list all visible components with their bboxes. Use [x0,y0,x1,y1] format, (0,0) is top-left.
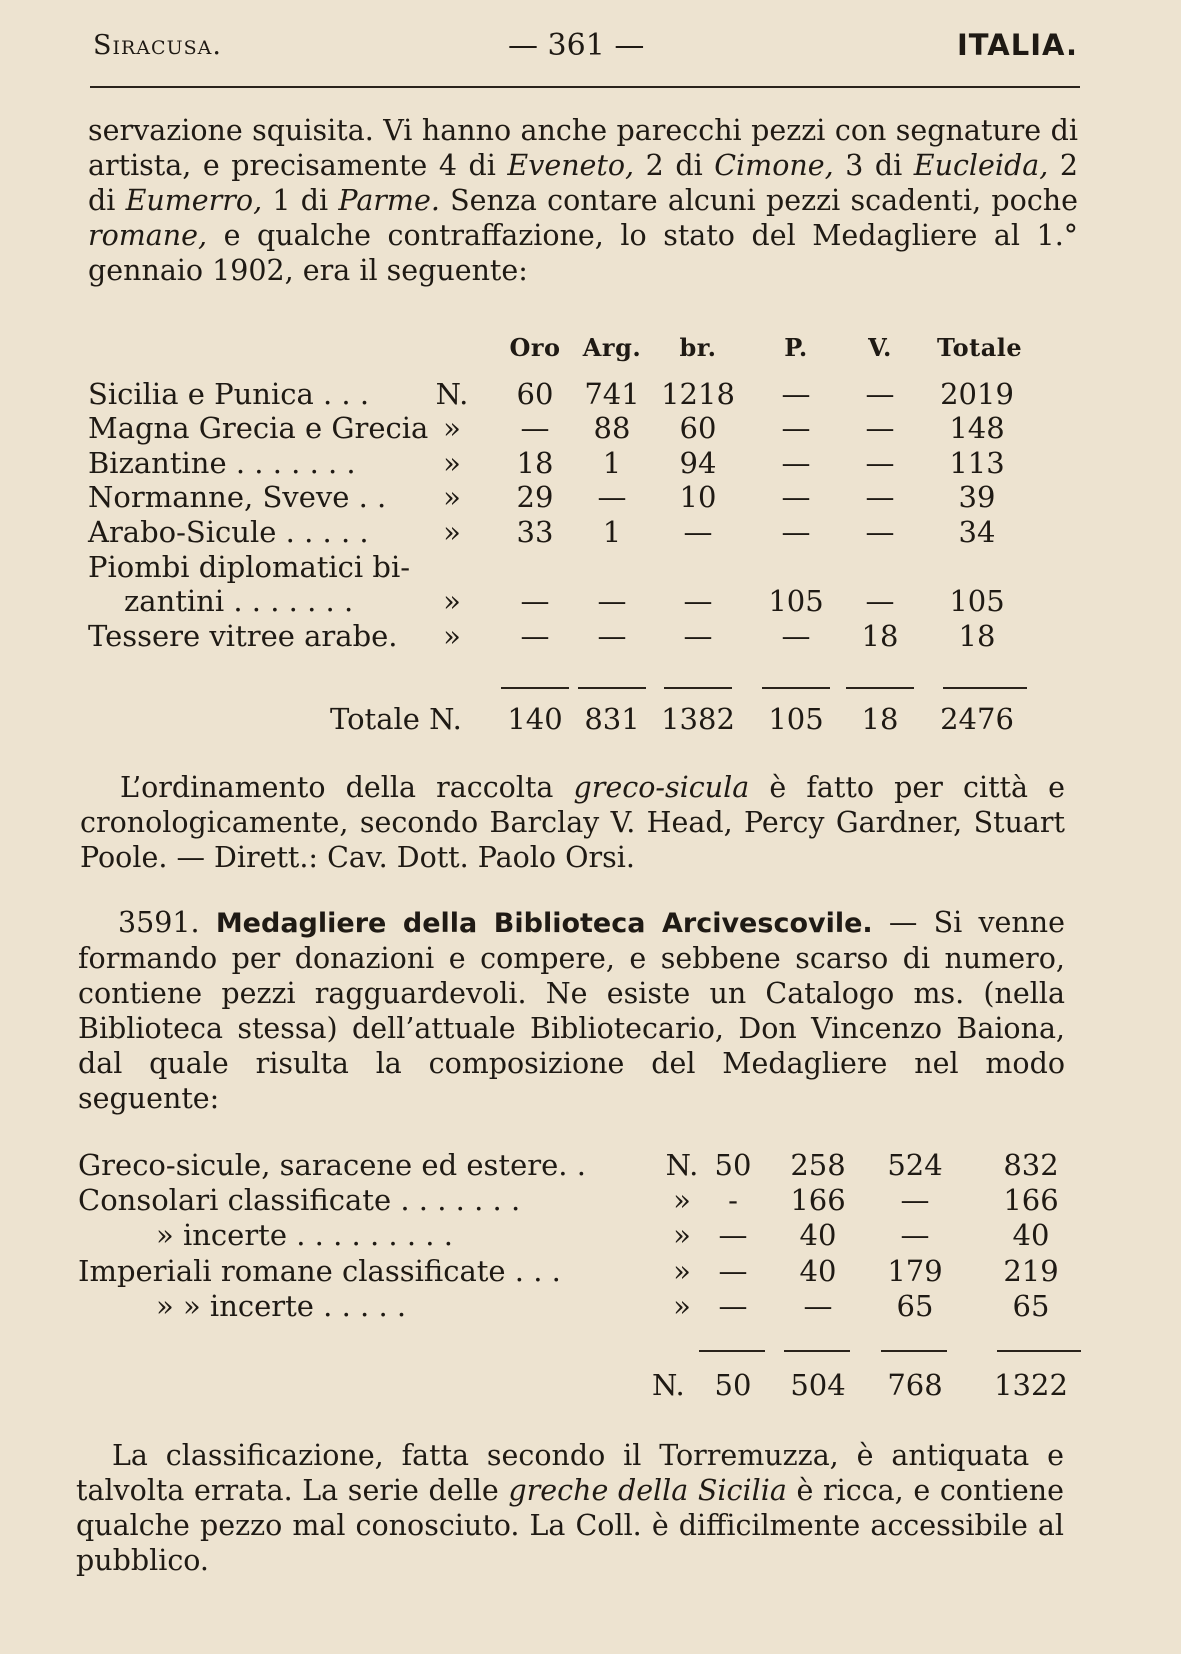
table-cell: 10 [679,480,717,514]
total-cell: 2476 [940,702,1014,736]
table-cell: 29 [516,480,554,514]
table-cell: — [865,584,895,618]
row-label: Normanne, Sveve . . [88,480,387,514]
table-cell: — [683,515,713,549]
table-cell: 50 [714,1148,752,1182]
table-cell: 34 [958,515,996,549]
row-label: Imperiali romane classificate . . . [78,1254,561,1288]
table-cell: 219 [1003,1254,1059,1288]
table-cell: 88 [593,411,631,445]
total-label: N. [652,1368,685,1402]
table-cell: — [803,1289,833,1323]
column-header: Arg. [582,333,642,362]
table-cell: — [865,446,895,480]
running-head-country: ITALIA. [956,28,1078,62]
table-cell: 65 [896,1289,934,1323]
sum-rule [699,1350,765,1352]
row-label: Sicilia e Punica . . . [88,377,370,411]
table-cell: - [728,1183,738,1217]
table-cell: — [597,480,627,514]
entry-number: 3591. [118,906,200,939]
table-cell: — [718,1254,748,1288]
table-cell: 40 [1012,1218,1050,1252]
table-cell: — [718,1289,748,1323]
classification-paragraph: La classificazione, fatta secondo il Torremuzza, è antiquata e talvolta errata. La serie delle greche della Sicilia è ricca, e contiene qualche pezzo mal conosciuto. La Coll. è difficilmente accessibile al pubblico. [76,1439,1064,1577]
column-header: P. [784,333,808,362]
table-cell: — [781,515,811,549]
table-cell: — [865,377,895,411]
table-cell: — [520,619,550,653]
total-cell: 140 [507,702,563,736]
table-cell: 40 [799,1218,837,1252]
row-marker: » [673,1183,691,1217]
table-cell: — [865,515,895,549]
table-cell: — [683,584,713,618]
row-label: Bizantine . . . . . . . [88,446,356,480]
sum-rule [784,1350,850,1352]
total-cell: 768 [887,1368,943,1402]
table-cell: 832 [1003,1148,1059,1182]
table-cell: — [781,377,811,411]
row-marker: » [443,515,461,549]
table-cell: — [900,1218,930,1252]
total-cell: 831 [584,702,640,736]
total-cell: 18 [861,702,899,736]
column-header: Oro [509,333,561,362]
running-head-place: Siracusa. [93,30,222,61]
column-header: V. [868,333,892,362]
table-cell: — [900,1183,930,1217]
entry-3591: 3591. Medagliere della Biblioteca Arcivescovile. — Si venne formando per donazioni e compere, e sebbene scarso di numero, contiene pezzi ragguardevoli. Ne esiste un Catalogo ms. (nella Biblioteca stessa) dell’attuale Bibliotecario, Don Vincenzo Baiona, dal quale risulta la composizione del Medagliere nel modo seguente: [78,906,1065,1115]
row-marker: N. [435,377,469,411]
row-label: Consolari classificate . . . . . . . [78,1183,521,1217]
table-cell: 2019 [940,377,1014,411]
table-cell: 179 [887,1254,943,1288]
row-label: Tessere vitree arabe. [88,619,398,653]
row-marker: » [443,584,461,618]
table-cell: 258 [790,1148,846,1182]
table-cell: — [683,619,713,653]
row-marker: » [443,411,461,445]
entry-heading: Medagliere della Biblioteca Arcivescovile. [215,908,873,939]
table-cell: 94 [679,446,717,480]
ordering-paragraph: L’ordinamento della raccolta greco-sicula è fatto per città e cronologicamente, secondo Barclay V. Head, Percy Gardner, Stuart Poole. — Dirett.: Cav. Dott. Paolo Orsi. [80,771,1066,874]
total-cell: 105 [768,702,824,736]
table-cell: 39 [958,480,996,514]
table-cell: — [718,1218,748,1252]
row-marker: » [673,1254,691,1288]
row-label: Piombi diplomatici bi- [88,550,411,584]
table-cell: 113 [949,446,1005,480]
table-cell: 105 [949,584,1005,618]
table-cell: — [520,411,550,445]
row-marker: » [443,480,461,514]
row-marker: » [673,1289,691,1323]
table-cell: — [597,619,627,653]
row-label: Arabo-Sicule . . . . . [88,515,369,549]
row-marker: » [443,446,461,480]
total-cell: 1322 [994,1368,1068,1402]
row-marker: » [443,619,461,653]
table-cell: — [520,584,550,618]
table-cell: 741 [584,377,640,411]
row-label: zantini . . . . . . . [124,584,354,618]
total-label: Totale N. [330,702,462,736]
table-cell: 18 [861,619,899,653]
table-cell: 166 [1003,1183,1059,1217]
row-label: » incerte . . . . . . . . . [156,1218,453,1252]
table-cell: 40 [799,1254,837,1288]
sum-rule [997,1350,1081,1352]
column-header: br. [679,333,717,362]
table-cell: 60 [516,377,554,411]
total-cell: 1382 [661,702,735,736]
table-cell: 166 [790,1183,846,1217]
table-cell: — [865,411,895,445]
row-label: Greco-sicule, saracene ed estere. . [78,1148,586,1182]
intro-paragraph: servazione squisita. Vi hanno anche parecchi pezzi con segnature di artista, e precisamente 4 di Eveneto, 2 di Cimone, 3 di Eucleida, 2 di Eumerro, 1 di Parme. Senza contare alcuni pezzi scadenti, poche romane, e qualche contraffazione, lo stato del Medagliere al 1.° gennaio 1902, era il seguente: [88,114,1078,287]
table-cell: 18 [516,446,554,480]
table-cell: 148 [949,411,1005,445]
table-cell: 524 [887,1148,943,1182]
table-cell: — [781,480,811,514]
sum-rule [881,1350,947,1352]
table-cell: — [865,480,895,514]
table-cell: 65 [1012,1289,1050,1323]
table-cell: 1 [602,515,622,549]
table-cell: — [781,619,811,653]
table-cell: 1218 [661,377,735,411]
row-marker: » [673,1218,691,1252]
table-cell: 33 [516,515,554,549]
total-cell: 504 [790,1368,846,1402]
page-number: — 361 — [508,28,645,63]
row-label: » » incerte . . . . . [156,1289,407,1323]
table-cell: 60 [679,411,717,445]
table-cell: 105 [768,584,824,618]
column-header: Totale [937,333,1023,362]
table-cell: — [781,446,811,480]
row-marker: N. [665,1148,699,1182]
table-cell: 18 [958,619,996,653]
table-cell: — [597,584,627,618]
total-cell: 50 [714,1368,752,1402]
row-label: Magna Grecia e Grecia [88,411,429,445]
table-cell: 1 [602,446,622,480]
table-cell: — [781,411,811,445]
